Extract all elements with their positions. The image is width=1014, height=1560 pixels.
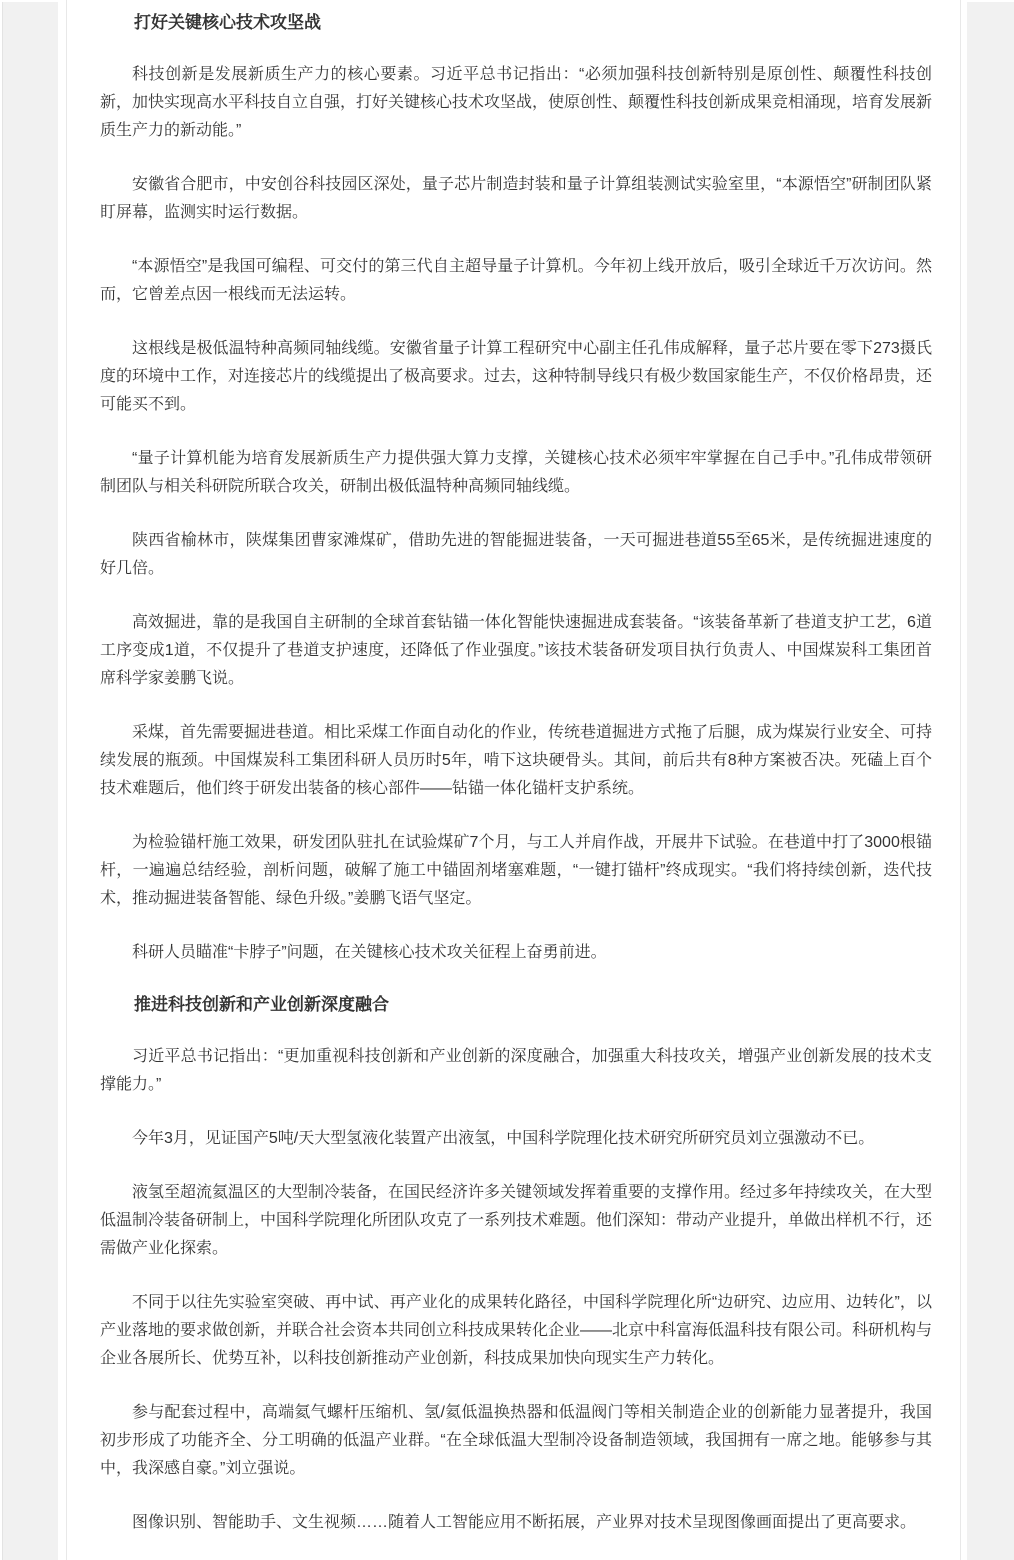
right-gutter-panel xyxy=(967,2,1014,1560)
article-card xyxy=(66,0,961,1560)
section-heading: 打好关键核心技术攻坚战 xyxy=(134,13,321,32)
article-paragraph: 液氢至超流氦温区的大型制冷装备，在国民经济许多关键领域发挥着重要的支撑作用。经过多年持续攻关，在大型低温制冷装备研制上，中国科学院理化所团队攻克了一系列技术难题。他们深知：带动产业提升，单做出样机不行，还需做产业化探索。 xyxy=(100,1184,933,1257)
article-paragraph: 采煤，首先需要掘进巷道。相比采煤工作面自动化的作业，传统巷道掘进方式拖了后腿，成为煤炭行业安全、可持续发展的瓶颈。中国煤炭科工集团科研人员历时5年，啃下这块硬骨头。其间，前后共有8种方案被否决。死磕上百个技术难题后，他们终于研发出装备的核心部件——钻锚一体化锚杆支护系统。 xyxy=(100,724,933,797)
article-paragraph: “本源悟空”是我国可编程、可交付的第三代自主超导量子计算机。今年初上线开放后，吸引全球近千万次访问。然而，它曾差点因一根线而无法运转。 xyxy=(100,258,932,303)
article-paragraph: 高效掘进，靠的是我国自主研制的全球首套钻锚一体化智能快速掘进成套装备。“该装备革新了巷道支护工艺，6道工序变成1道，不仅提升了巷道支护速度，还降低了作业强度。”该技术装备研发项目执行负责人、中国煤炭科工集团首席科学家姜鹏飞说。 xyxy=(100,614,932,687)
article-paragraph: “量子计算机能为培育发展新质生产力提供强大算力支撑，关键核心技术必须牢牢掌握在自己手中。”孔伟成带领研制团队与相关科研院所联合攻关，研制出极低温特种高频同轴线缆。 xyxy=(100,450,932,495)
article-paragraph: 科研人员瞄准“卡脖子”问题，在关键核心技术攻关征程上奋勇前进。 xyxy=(132,944,607,961)
section-heading: 推进科技创新和产业创新深度融合 xyxy=(134,995,389,1014)
article-paragraph: 习近平总书记指出：“更加重视科技创新和产业创新的深度融合，加强重大科技攻关，增强产业创新发展的技术支撑能力。” xyxy=(100,1048,932,1093)
article-paragraph: 参与配套过程中，高端氦气螺杆压缩机、氢/氦低温换热器和低温阀门等相关制造企业的创新能力显著提升，我国初步形成了功能齐全、分工明确的低温产业群。“在全球低温大型制冷设备制造领域，我国拥有一席之地。能够参与其中，我深感自豪。”刘立强说。 xyxy=(100,1404,932,1477)
article-paragraph: 安徽省合肥市，中安创谷科技园区深处，量子芯片制造封装和量子计算组装测试实验室里，“本源悟空”研制团队紧盯屏幕，监测实时运行数据。 xyxy=(100,176,932,221)
article-paragraph: 为检验锚杆施工效果，研发团队驻扎在试验煤矿7个月，与工人并肩作战，开展井下试验。在巷道中打了3000根锚杆，一遍遍总结经验，剖析问题，破解了施工中锚固剂堵塞难题，“一键打锚杆”终成现实。“我们将持续创新，迭代技术，推动掘进装备智能、绿色升级。”姜鹏飞语气坚定。 xyxy=(100,834,932,907)
article-paragraph: 陕西省榆林市，陕煤集团曹家滩煤矿，借助先进的智能掘进装备，一天可掘进巷道55至65米，是传统掘进速度的好几倍。 xyxy=(100,532,932,577)
article-paragraph: 科技创新是发展新质生产力的核心要素。习近平总书记指出：“必须加强科技创新特别是原创性、颠覆性科技创新，加快实现高水平科技自立自强，打好关键核心技术攻坚战，使原创性、颠覆性科技创新成果竞相涌现，培育发展新质生产力的新动能。” xyxy=(100,66,933,139)
left-gutter-panel xyxy=(2,2,58,1560)
article-paragraph: 这根线是极低温特种高频同轴线缆。安徽省量子计算工程研究中心副主任孔伟成解释，量子芯片要在零下273摄氏度的环境中工作，对连接芯片的线缆提出了极高要求。过去，这种特制导线只有极少数国家能生产，不仅价格昂贵，还可能买不到。 xyxy=(100,340,933,413)
article-paragraph: 今年3月，见证国产5吨/天大型氢液化装置产出液氢，中国科学院理化技术研究所研究员刘立强激动不已。 xyxy=(132,1130,875,1147)
article-paragraph: 图像识别、智能助手、文生视频……随着人工智能应用不断拓展，产业界对技术呈现图像画面提出了更高要求。 xyxy=(132,1514,917,1531)
article-body xyxy=(67,0,960,1537)
article-paragraph: 不同于以往先实验室突破、再中试、再产业化的成果转化路径，中国科学院理化所“边研究、边应用、边转化”，以产业落地的要求做创新，并联合社会资本共同创立科技成果转化企业——北京中科富海低温科技有限公司。科研机构与企业各展所长、优势互补，以科技创新推动产业创新，科技成果加快向现实生产力转化。 xyxy=(100,1294,933,1367)
